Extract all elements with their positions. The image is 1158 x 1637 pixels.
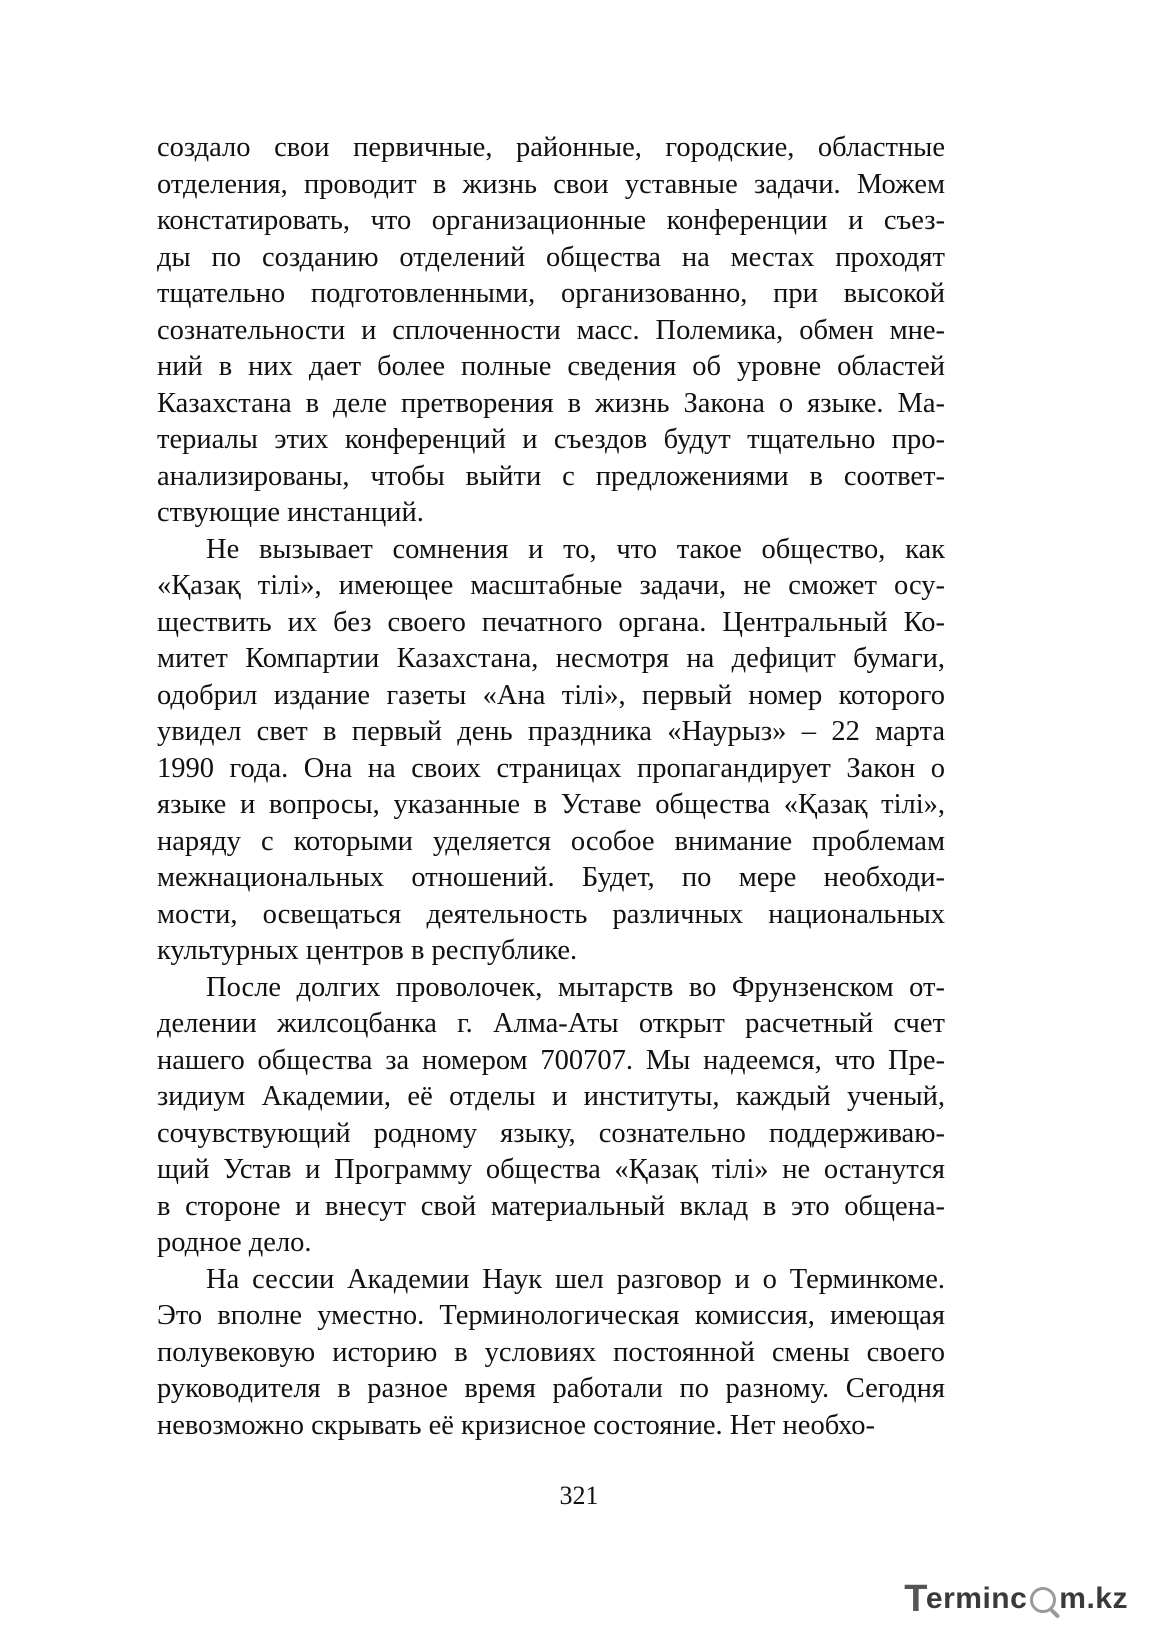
text-line: На сессии Академии Наук шел разговор и о Терминкоме. <box>206 1263 945 1295</box>
text-line: Казахстана в деле претворения в жизнь Закона о языке. Ма- <box>157 387 945 419</box>
termincom-watermark <box>904 1578 1128 1620</box>
text-line: щий Устав и Программу общества «Қазақ тілі» не останутся <box>157 1154 945 1185</box>
text-line: «Қазақ тілі», имеющее масштабные задачи, не сможет осу- <box>157 570 945 601</box>
text-line: анализированы, чтобы выйти с предложениями в соответ- <box>157 460 945 492</box>
text-line: териалы этих конференций и съездов будут тщательно про- <box>157 424 945 455</box>
text-line: языке и вопросы, указанные в Уставе общества «Қазақ тілі», <box>157 789 945 820</box>
text-line: культурных центров в республике. <box>157 935 578 966</box>
paragraph <box>157 532 945 970</box>
paragraph <box>157 130 945 532</box>
text-line: ществить их без своего печатного органа. Центральный Ко- <box>157 606 945 638</box>
text-line: 1990 года. Она на своих страницах пропагандирует Закон о <box>157 752 945 784</box>
text-line: сочувствующий родному языку, сознательно поддерживаю- <box>157 1117 945 1149</box>
text-line: полувековую историю в условиях постоянной смены своего <box>157 1336 945 1368</box>
text-line: ствующие инстанций. <box>157 497 424 528</box>
text-line: ний в них дает более полные сведения об уровне областей <box>157 351 945 382</box>
text-line: мости, освещаться деятельность различных национальных <box>157 898 945 930</box>
text-line: в стороне и внесут свой материальный вклад в это общена- <box>157 1190 945 1222</box>
text-line: увидел свет в первый день праздника «Наурыз» – 22 марта <box>157 716 945 747</box>
text-line: ды по созданию отделений общества на местах проходят <box>157 241 945 273</box>
text-line: После долгих проволочек, мытарств во Фрунзенском от- <box>206 971 945 1003</box>
text-line: межнациональных отношений. Будет, по мере необходи- <box>157 862 945 893</box>
text-line: нашего общества за номером 700707. Мы надеемся, что Пре- <box>157 1044 945 1076</box>
text-line: Не вызывает сомнения и то, что такое общество, как <box>206 533 945 565</box>
watermark-letter-t: T <box>904 1577 928 1620</box>
text-line: Это вполне уместно. Терминологическая комиссия, имеющая <box>157 1300 945 1331</box>
page-number: 321 <box>559 1481 599 1510</box>
text-line: констатировать, что организационные конференции и съез- <box>157 205 945 236</box>
paragraph <box>157 970 945 1262</box>
magnifier-icon <box>1030 1587 1056 1613</box>
text-line: зидиум Академии, её отделы и институты, каждый ученый, <box>157 1081 945 1112</box>
page-body <box>157 130 945 1444</box>
text-line: делении жилсоцбанка г. Алма-Аты открыт расчетный счет <box>157 1008 945 1039</box>
text-line: отделения, проводит в жизнь свои уставные задачи. Можем <box>157 168 945 200</box>
watermark-text-start: erminc <box>925 1582 1028 1615</box>
text-line: наряду с которыми уделяется особое внимание проблемам <box>157 825 945 857</box>
text-line: невозможно скрывать её кризисное состояние. Нет необхо- <box>157 1409 876 1441</box>
paragraph <box>157 1262 945 1445</box>
text-line: руководителя в разное время работали по разному. Сегодня <box>157 1373 945 1404</box>
text-line: митет Компартии Казахстана, несмотря на дефицит бумаги, <box>157 643 945 674</box>
watermark-text-end: m.kz <box>1059 1582 1128 1615</box>
text-line: создало свои первичные, районные, городские, областные <box>157 132 945 163</box>
text-line: сознательности и сплоченности масс. Полемика, обмен мне- <box>157 314 945 346</box>
text-line: родное дело. <box>157 1227 312 1258</box>
text-line: одобрил издание газеты «Ана тілі», первый номер которого <box>157 679 945 711</box>
text-line: тщательно подготовленными, организованно, при высокой <box>157 278 945 309</box>
